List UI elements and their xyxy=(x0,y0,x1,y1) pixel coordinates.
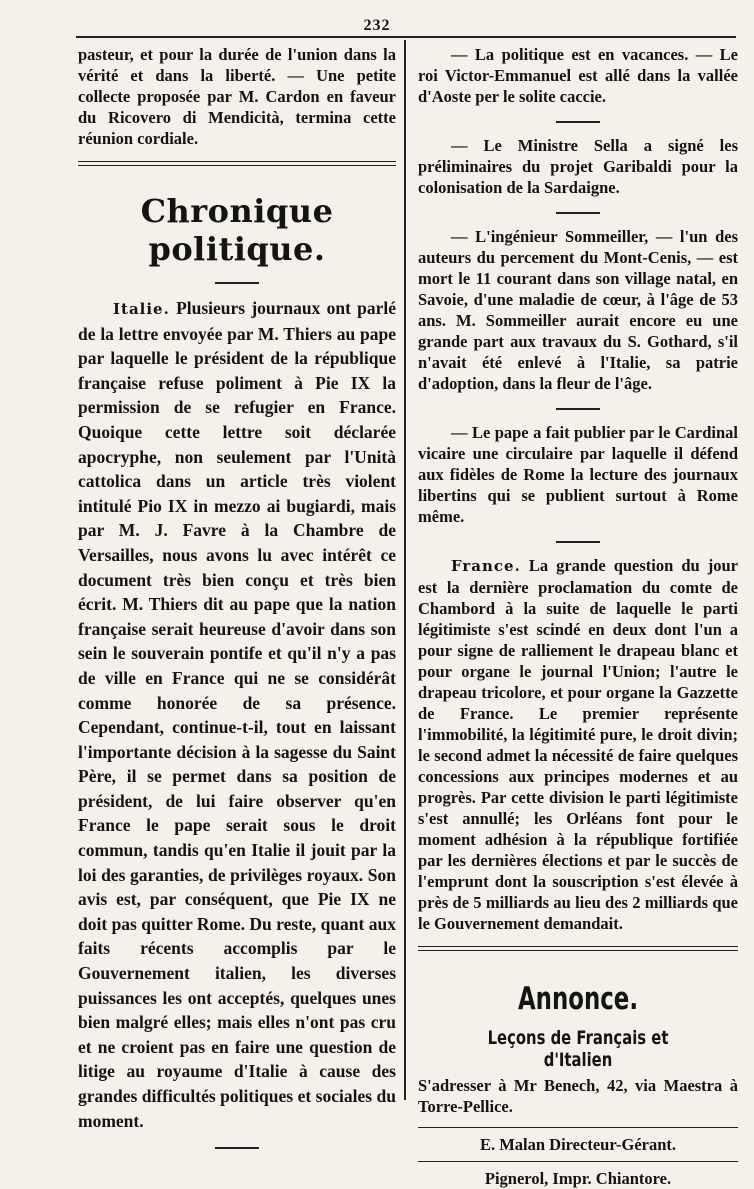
italie-label: Italie. xyxy=(113,300,170,318)
italie-article xyxy=(78,296,396,1133)
france-label: France. xyxy=(451,557,521,575)
section-separator xyxy=(78,161,396,166)
italie-text: Plusieurs journaux ont parlé de la lettre envoyée par M. Thiers au pape par laquelle le président de la république française refuse poliment à Pie IX la permission de se refugier en France. Quoique cette lettre soit déclarée apocryphe, non seulement par l'Unità cattolica dans un article très violent intitulé Pio IX in mezzo ai bugiardi, mais par M. J. Favre à la Chambre de Versailles, nous avons lu avec intérêt ce document très bien conçu et très bien écrit. M. Thiers dit au pape que la nation française serait heureuse d'avoir dans son sein le souverain pontife et qu'il n'y a pas de ville en France qui ne se considérât comme honorée de sa présence. Cependant, continue-t-il, tout en laissant l'importante décision à la sagesse du Saint Père, il se permet dans sa position de président, de lui faire observer qu'en France le pape serait sous le droit commun, tandis qu'en Italie il jouit par la loi des garanties, de privilèges royaux. Son avis est, par conséquent, que Pie IX ne doit pas quitter Rome. Du reste, quant aux faits récents accomplis par le Gouvernement italien, les diverses puissances les ont acceptés, quelques unes bien malgré elles; mais elles n'ont pas cru et ne croient pas en faire une question de litige au royaume d'Italie à cause des grandes difficultés politiques et sociales du moment. xyxy=(78,298,396,1131)
news-item-4: — Le pape a fait publier par le Cardinal vicaire une circulaire par laquelle il défend aux fidèles de Rome la lecture des journaux libertins qui se publient surtout à Rome même. xyxy=(418,423,738,526)
annonce-subtitle: Leçons de Français et d'Italien xyxy=(487,1027,669,1071)
printer-line: Pignerol, Impr. Chiantore. xyxy=(484,1169,672,1188)
annonce-title: Annonce. xyxy=(517,981,639,1017)
news-dash-1 xyxy=(556,121,600,123)
news-item-2: — Le Ministre Sella a signé les préliminaires du projet Garibaldi pour la colonisation de la Sardaigne. xyxy=(418,136,738,197)
page-number: 232 xyxy=(363,17,391,34)
news-item-1: — La politique est en vacances. — Le roi Victor-Emmanuel est allé dans la vallée d'Aoste per le solite caccie. xyxy=(418,45,738,106)
right-column xyxy=(418,44,738,1189)
footer-rule xyxy=(418,1127,738,1128)
news-dash-3 xyxy=(556,408,600,410)
annonce-separator xyxy=(418,946,738,951)
left-column xyxy=(78,44,396,1161)
title-dash xyxy=(215,282,259,284)
article-end-dash xyxy=(215,1147,259,1149)
france-text: La grande question du jour est la dernière proclamation du comte de Chambord à la suite de laquelle le parti légitimiste s'est scindé en deux dont l'un a pour signe de ralliement le drapeau blanc et pour organe le journal l'Union; l'autre le drapeau tricolore, et pour organe la Gazzette de France. Le premier représente l'immobilité, la légitimité pure, le droit divin; le second admet la nécessité de faire quelques concessions aux principes modernes et au progrès. Par cette division le parti légitimiste s'est annullé; les Orléans font pour le moment adhésion à la république fortifiée par les dernières élections et par le succès de l'emprunt dont la souscription s'est élevée à près de 5 milliards au lieu des 2 milliards que le Gouvernement demandait. xyxy=(418,556,738,933)
news-item-3: — L'ingénieur Sommeiller, — l'un des auteurs du percement du Mont-Cenis, — est mort le 11 courant dans son village natal, en Savoie, d'une maladie de cœur, à l'âge de 53 ans. M. Sommeiller aurait encore eu une grande part aux travaux du S. Gothard, s'il n'avait été enlevé à l'Italie, sa patrie d'adoption, dans la fleur de l'âge. xyxy=(418,227,738,393)
news-dash-4 xyxy=(556,541,600,543)
director-line: E. Malan Directeur-Gérant. xyxy=(479,1135,677,1154)
annonce-text: S'adresser à Mr Benech, 42, via Maestra à Torre-Pellice. xyxy=(418,1076,738,1116)
news-dash-2 xyxy=(556,212,600,214)
intro-paragraph: pasteur, et pour la durée de l'union dans la vérité et dans la liberté. — Une petite collecte proposée par M. Cardon en faveur du Ricovero di Mendicità, termina cette réunion cordiale. xyxy=(78,45,396,148)
section-title: Chronique politique. xyxy=(140,192,334,268)
column-divider xyxy=(404,40,406,1100)
france-article xyxy=(418,555,738,934)
header-rule xyxy=(76,36,736,38)
printer-rule xyxy=(418,1161,738,1162)
